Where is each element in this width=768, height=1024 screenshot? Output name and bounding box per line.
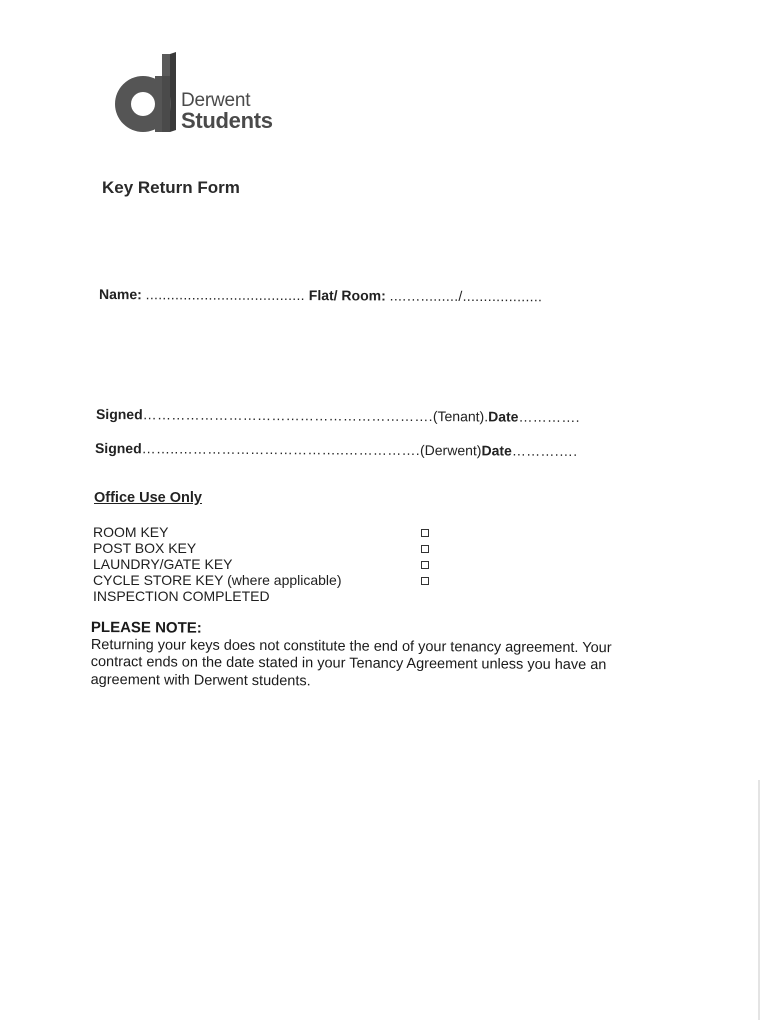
checklist-item-inspection-completed [93,588,453,604]
tenant-signature-field[interactable]: ……………………………………………………. [142,406,433,425]
please-note-section [91,619,651,692]
derwent-label: (Derwent) [419,441,482,459]
derwent-date-field[interactable]: ……….…. [511,442,578,459]
tenant-label: (Tenant). [432,408,489,425]
derwent-signature-row [95,440,578,459]
flat-room-field[interactable]: ....…........./................... [389,287,543,305]
checklist-item-laundry-gate-key [93,556,453,572]
office-use-heading: Office Use Only [94,490,202,506]
checklist-note: (where applicable) [227,572,342,588]
tenant-date-label: Date [488,408,519,425]
name-flat-row [99,286,542,304]
checklist-label: ROOM KEY [93,524,169,540]
tenant-date-field[interactable]: …………. [518,408,580,425]
laundry-gate-key-checkbox[interactable] [421,561,429,569]
checklist-item-room-key [93,524,453,540]
office-checklist [93,524,453,604]
tenant-signature-row [96,406,580,425]
checklist-label: LAUNDRY/GATE KEY [93,556,233,572]
scan-edge [758,780,760,1020]
signed-tenant-label: Signed [95,406,143,423]
logo-d-mark-icon [112,52,178,134]
cycle-store-key-checkbox[interactable] [421,577,429,585]
checklist-item-post-box-key [93,540,453,556]
checklist-label: INSPECTION COMPLETED [93,588,270,604]
checklist-label: POST BOX KEY [93,540,197,556]
room-key-checkbox[interactable] [421,529,429,537]
derwent-date-label: Date [481,442,512,459]
brand-name-line2: Students [181,108,273,133]
name-field[interactable]: ...................................... [145,286,305,304]
derwent-signature-field[interactable]: ……..……………………………..……………. [141,440,421,458]
checklist-label: CYCLE STORE KEY [93,572,224,588]
flat-room-label: Flat/ Room: [308,287,386,304]
signed-derwent-label: Signed [94,440,142,457]
derwent-logo [112,52,292,136]
form-title: Key Return Form [102,178,240,197]
please-note-heading: PLEASE NOTE: [90,619,202,637]
name-label: Name: [98,286,142,303]
post-box-key-checkbox[interactable] [421,545,429,553]
please-note-body: Returning your keys does not constitute the end of your tenancy agreement. Your contract ends on the date stated in your Tenancy Agreement unless you have an agreement with Derwent students. [90,636,612,689]
checklist-item-cycle-store-key [93,572,453,588]
brand-name-line1: Derwent [181,90,251,111]
